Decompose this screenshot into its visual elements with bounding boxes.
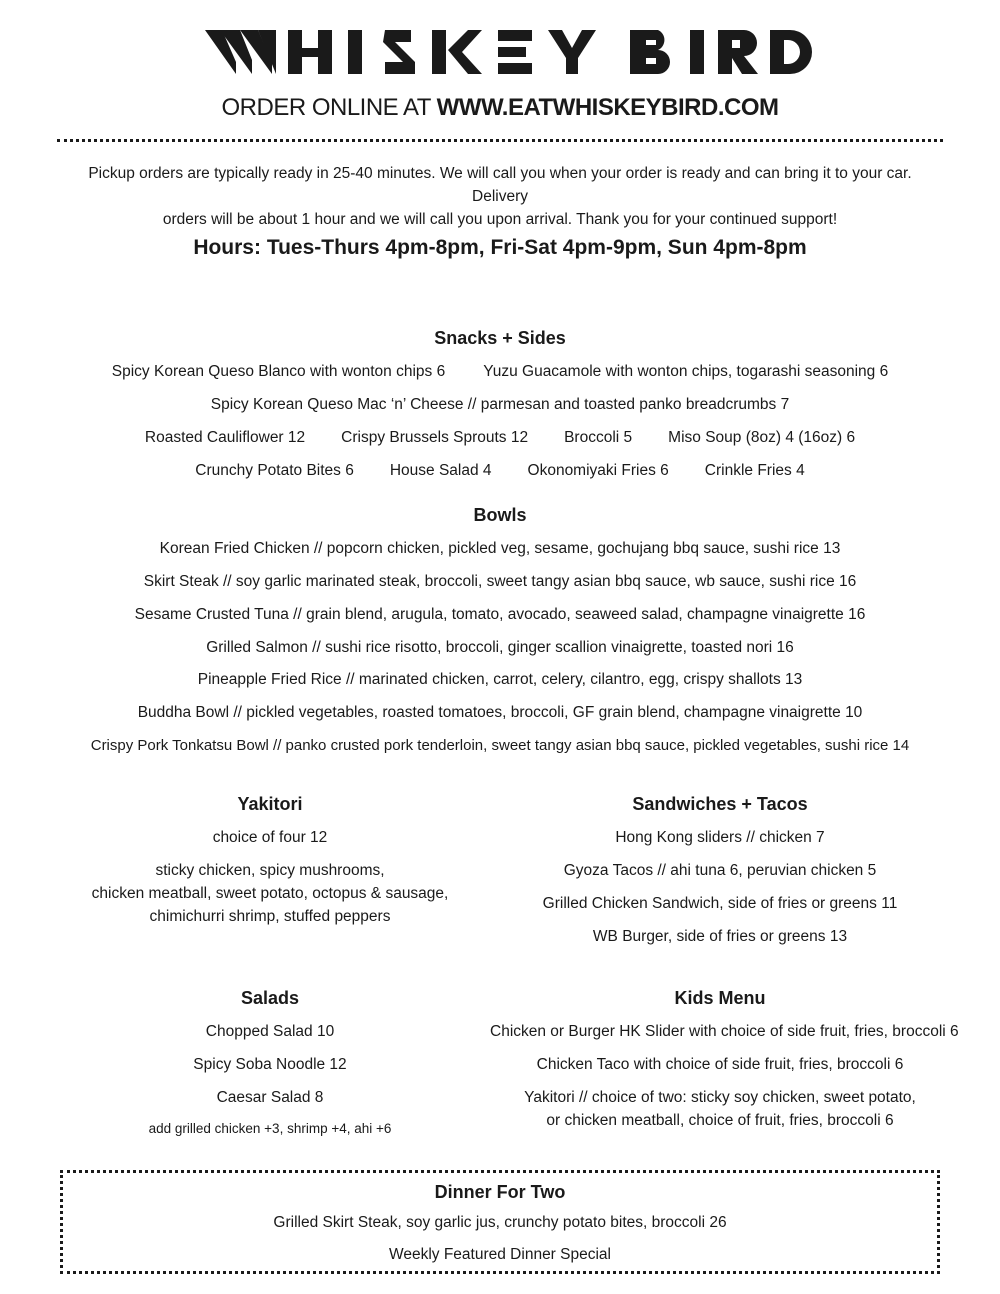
dinner-for-two-item: Grilled Skirt Steak, soy garlic jus, crunchy potato bites, broccoli 26	[273, 1214, 727, 1231]
sandwich-item: WB Burger, side of fries or greens 13	[592, 928, 848, 945]
order-prefix: ORDER ONLINE AT	[221, 94, 437, 121]
website-link[interactable]: WWW.EATWHISKEYBIRD.COM	[436, 94, 779, 121]
bowl-item: Sesame Crusted Tuna // grain blend, arugula, tomato, avocado, seaweed salad, champagne vinaigrette 16	[134, 606, 866, 623]
salad-item: Caesar Salad 8	[216, 1089, 324, 1106]
kids-menu-title: Kids Menu	[674, 988, 766, 1008]
snacks-row-1	[0, 363, 1000, 381]
salads-title: Salads	[240, 988, 300, 1008]
bowl-item: Grilled Salmon // sushi rice risotto, broccoli, ginger scallion vinaigrette, toasted nori 16	[206, 639, 794, 656]
intro-line-1: Pickup orders are typically ready in 25-40 minutes. We will call you when your order is ready and can bring it to your car. Delivery	[88, 165, 912, 205]
yakitori-title: Yakitori	[237, 794, 303, 814]
bowl-item: Buddha Bowl // pickled vegetables, roasted tomatoes, broccoli, GF grain blend, champagne vinaigrette 10	[137, 704, 863, 721]
bowls-title: Bowls	[473, 505, 527, 525]
bowl-item: Skirt Steak // soy garlic marinated steak, broccoli, sweet tangy asian bbq sauce, wb sauce, sushi rice 16	[143, 573, 857, 590]
snack-item: Crispy Brussels Sprouts 12	[341, 429, 529, 446]
intro-line-2: orders will be about 1 hour and we will call you upon arrival. Thank you for your continued support!	[162, 211, 838, 228]
snacks-title: Snacks + Sides	[434, 328, 566, 348]
order-online-line	[0, 94, 1000, 122]
salad-item: Chopped Salad 10	[205, 1023, 335, 1040]
sandwiches-title: Sandwiches + Tacos	[632, 794, 808, 814]
bowl-item: Korean Fried Chicken // popcorn chicken, pickled veg, sesame, gochujang bbq sauce, sushi rice 13	[159, 540, 841, 557]
kids-menu-section	[490, 988, 959, 1132]
hours-heading: Hours: Tues-Thurs 4pm-8pm, Fri-Sat 4pm-9pm, Sun 4pm-8pm	[193, 236, 807, 259]
snack-item: Roasted Cauliflower 12	[144, 429, 306, 446]
snacks-row-4	[0, 462, 1000, 480]
snack-item: Crunchy Potato Bites 6	[195, 462, 354, 479]
kids-yakitori-line: or chicken meatball, choice of fruit, fries, broccoli 6	[546, 1112, 894, 1129]
sandwich-item: Gyoza Tacos // ahi tuna 6, peruvian chicken 5	[563, 862, 877, 879]
yakitori-choice: choice of four 12	[212, 829, 328, 846]
bowl-item: Crispy Pork Tonkatsu Bowl // panko crusted pork tenderloin, sweet tangy asian bbq sauce, pickled vegetables, sushi rice 14	[90, 737, 910, 754]
salads-section	[60, 988, 480, 1140]
kids-item: Chicken or Burger HK Slider with choice of side fruit, fries, broccoli 6	[490, 1023, 959, 1040]
yakitori-option-line: chimichurri shrimp, stuffed peppers	[149, 908, 391, 925]
snack-item: Miso Soup (8oz) 4 (16oz) 6	[668, 429, 856, 446]
yakitori-option-line: sticky chicken, spicy mushrooms,	[155, 862, 385, 879]
yakitori-section	[60, 794, 480, 928]
snack-item: House Salad 4	[389, 462, 492, 479]
snack-item: Broccoli 5	[564, 429, 633, 446]
sandwiches-section	[490, 794, 950, 948]
snack-item: Crinkle Fries 4	[704, 462, 805, 479]
salad-item: Spicy Soba Noodle 12	[193, 1056, 347, 1073]
whiskey-bird-logo	[0, 22, 1000, 82]
weekly-special: Weekly Featured Dinner Special	[389, 1246, 611, 1263]
sandwich-item: Grilled Chicken Sandwich, side of fries or greens 11	[542, 895, 898, 912]
pickup-delivery-note	[70, 162, 930, 231]
dotted-divider	[57, 139, 943, 142]
snacks-row-3	[0, 429, 1000, 447]
snack-item: Okonomiyaki Fries 6	[527, 462, 669, 479]
dinner-for-two-box	[60, 1170, 940, 1274]
kids-item: Chicken Taco with choice of side fruit, fries, broccoli 6	[536, 1056, 904, 1073]
bowl-item: Pineapple Fried Rice // marinated chicken, carrot, celery, cilantro, egg, crispy shallots 13	[197, 671, 803, 688]
dinner-for-two-title: Dinner For Two	[434, 1182, 566, 1202]
snack-item: Yuzu Guacamole with wonton chips, togarashi seasoning 6	[483, 363, 889, 380]
yakitori-option-line: chicken meatball, sweet potato, octopus & sausage,	[91, 885, 449, 902]
snack-item: Spicy Korean Queso Mac ‘n’ Cheese // parmesan and toasted panko breadcrumbs 7	[210, 396, 790, 413]
snack-item: Spicy Korean Queso Blanco with wonton chips 6	[111, 363, 446, 380]
snacks-row-2	[0, 396, 1000, 414]
sandwich-item: Hong Kong sliders // chicken 7	[615, 829, 825, 846]
kids-yakitori-line: Yakitori // choice of two: sticky soy chicken, sweet potato,	[524, 1089, 916, 1106]
salad-addons: add grilled chicken +3, shrimp +4, ahi +6	[148, 1121, 392, 1136]
